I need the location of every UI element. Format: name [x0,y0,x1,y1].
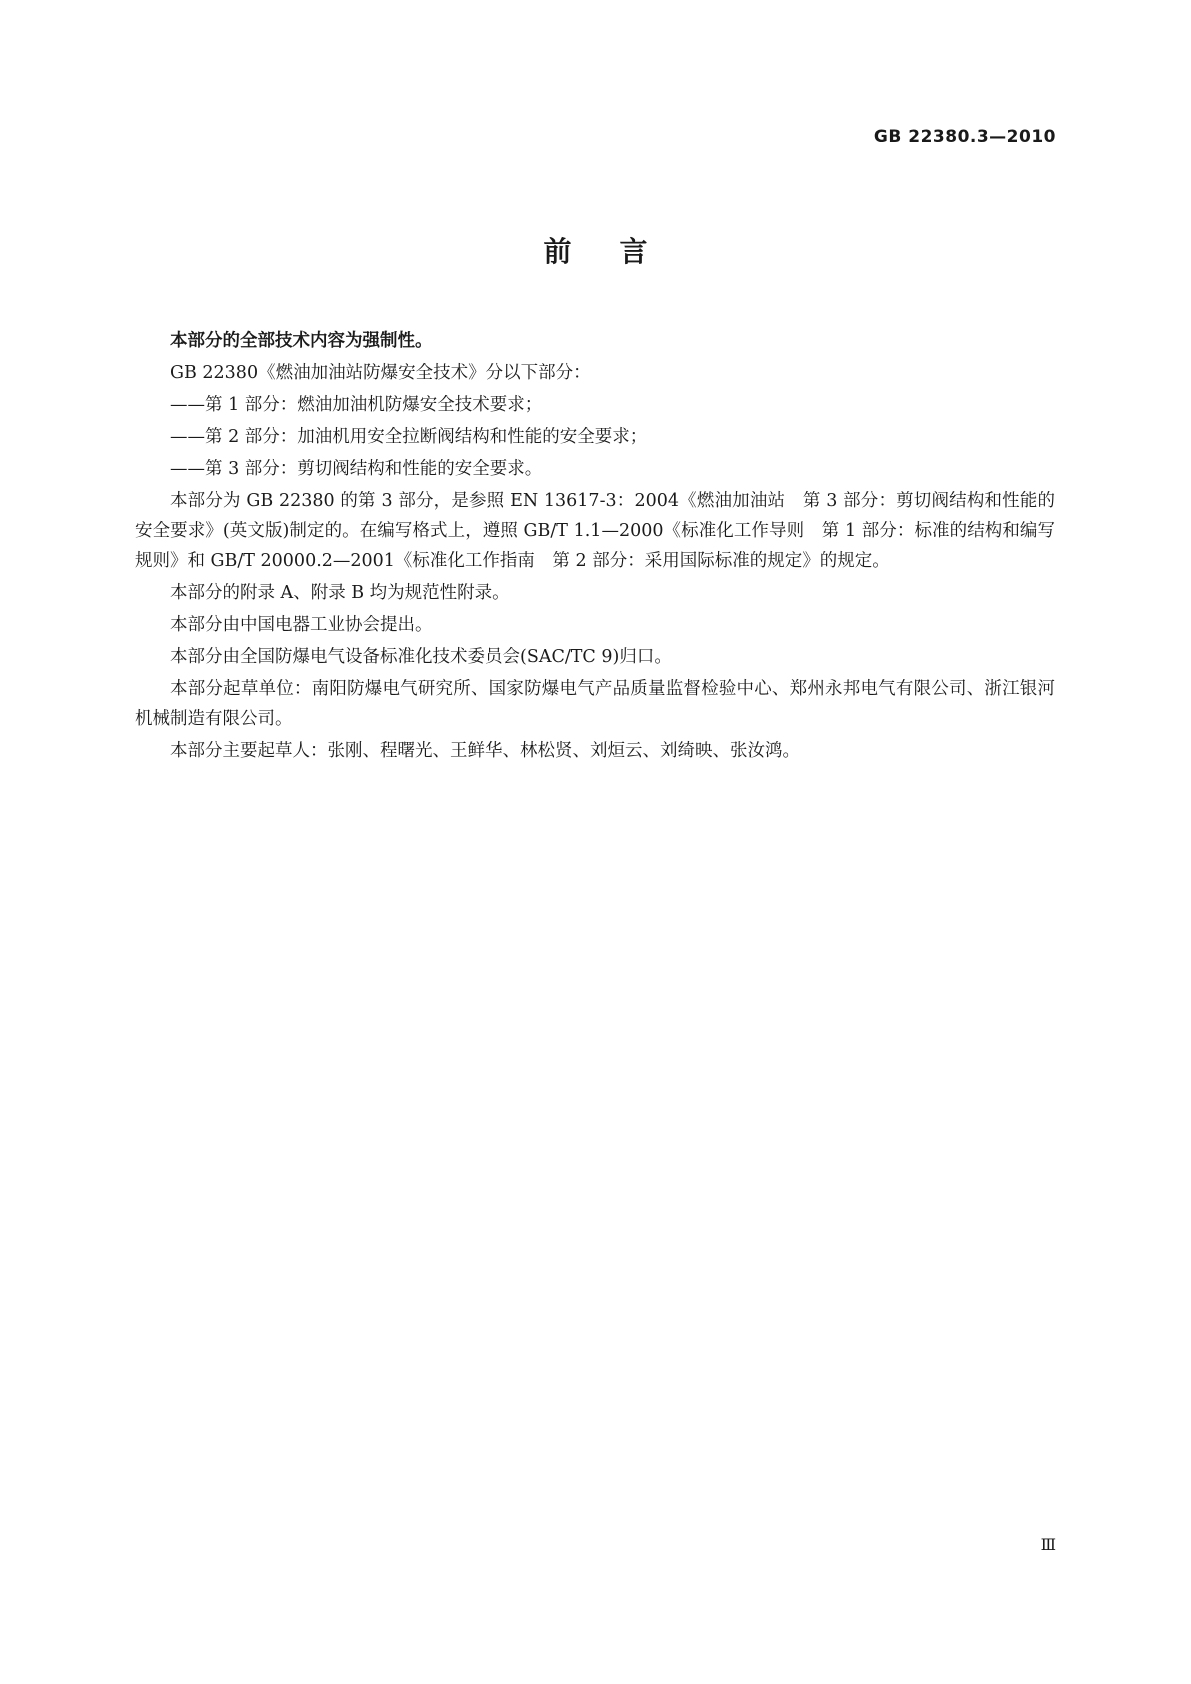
paragraph-committee: 本部分由全国防爆电气设备标准化技术委员会(SAC/TC 9)归口。 [170,647,672,667]
part-list-item: ——第 2 部分：加油机用安全拉断阀结构和性能的安全要求； [170,427,648,447]
paragraph-drafters: 本部分主要起草人：张刚、程曙光、王鲜华、林松贤、刘烜云、刘绮映、张汝鸿。 [170,741,800,761]
page-number: Ⅲ [1040,1535,1056,1554]
paragraph-drafting-units: 本部分起草单位：南阳防爆电气研究所、国家防爆电气产品质量监督检验中心、郑州永邦电气有限公司、浙江银河机械制造有限公司。 [135,679,1055,729]
paragraph-parts-intro: GB 22380《燃油加油站防爆安全技术》分以下部分： [170,363,591,383]
foreword-body [135,326,1055,768]
paragraph-reference: 本部分为 GB 22380 的第 3 部分，是参照 EN 13617-3：2004《燃油加油站 第 3 部分：剪切阀结构和性能的安全要求》(英文版)制定的。在编写格式上，遵照 GB/T 1.1—2000《标准化工作导则 第 1 部分：标准的结构和编写规则》和 GB/T 20000.2—2001《标准化工作指南 第 2 部分：采用国际标准的规定》的规定。 [135,491,1055,571]
paragraph-annex: 本部分的附录 A、附录 B 均为规范性附录。 [170,583,510,603]
standard-number: GB 22380.3—2010 [873,127,1056,147]
paragraph-proposer: 本部分由中国电器工业协会提出。 [170,615,433,635]
part-list-item: ——第 3 部分：剪切阀结构和性能的安全要求。 [170,459,543,479]
mandatory-statement: 本部分的全部技术内容为强制性。 [170,331,433,351]
page-title: 前言 [543,235,696,268]
part-list-item: ——第 1 部分：燃油加油机防爆安全技术要求； [170,395,543,415]
